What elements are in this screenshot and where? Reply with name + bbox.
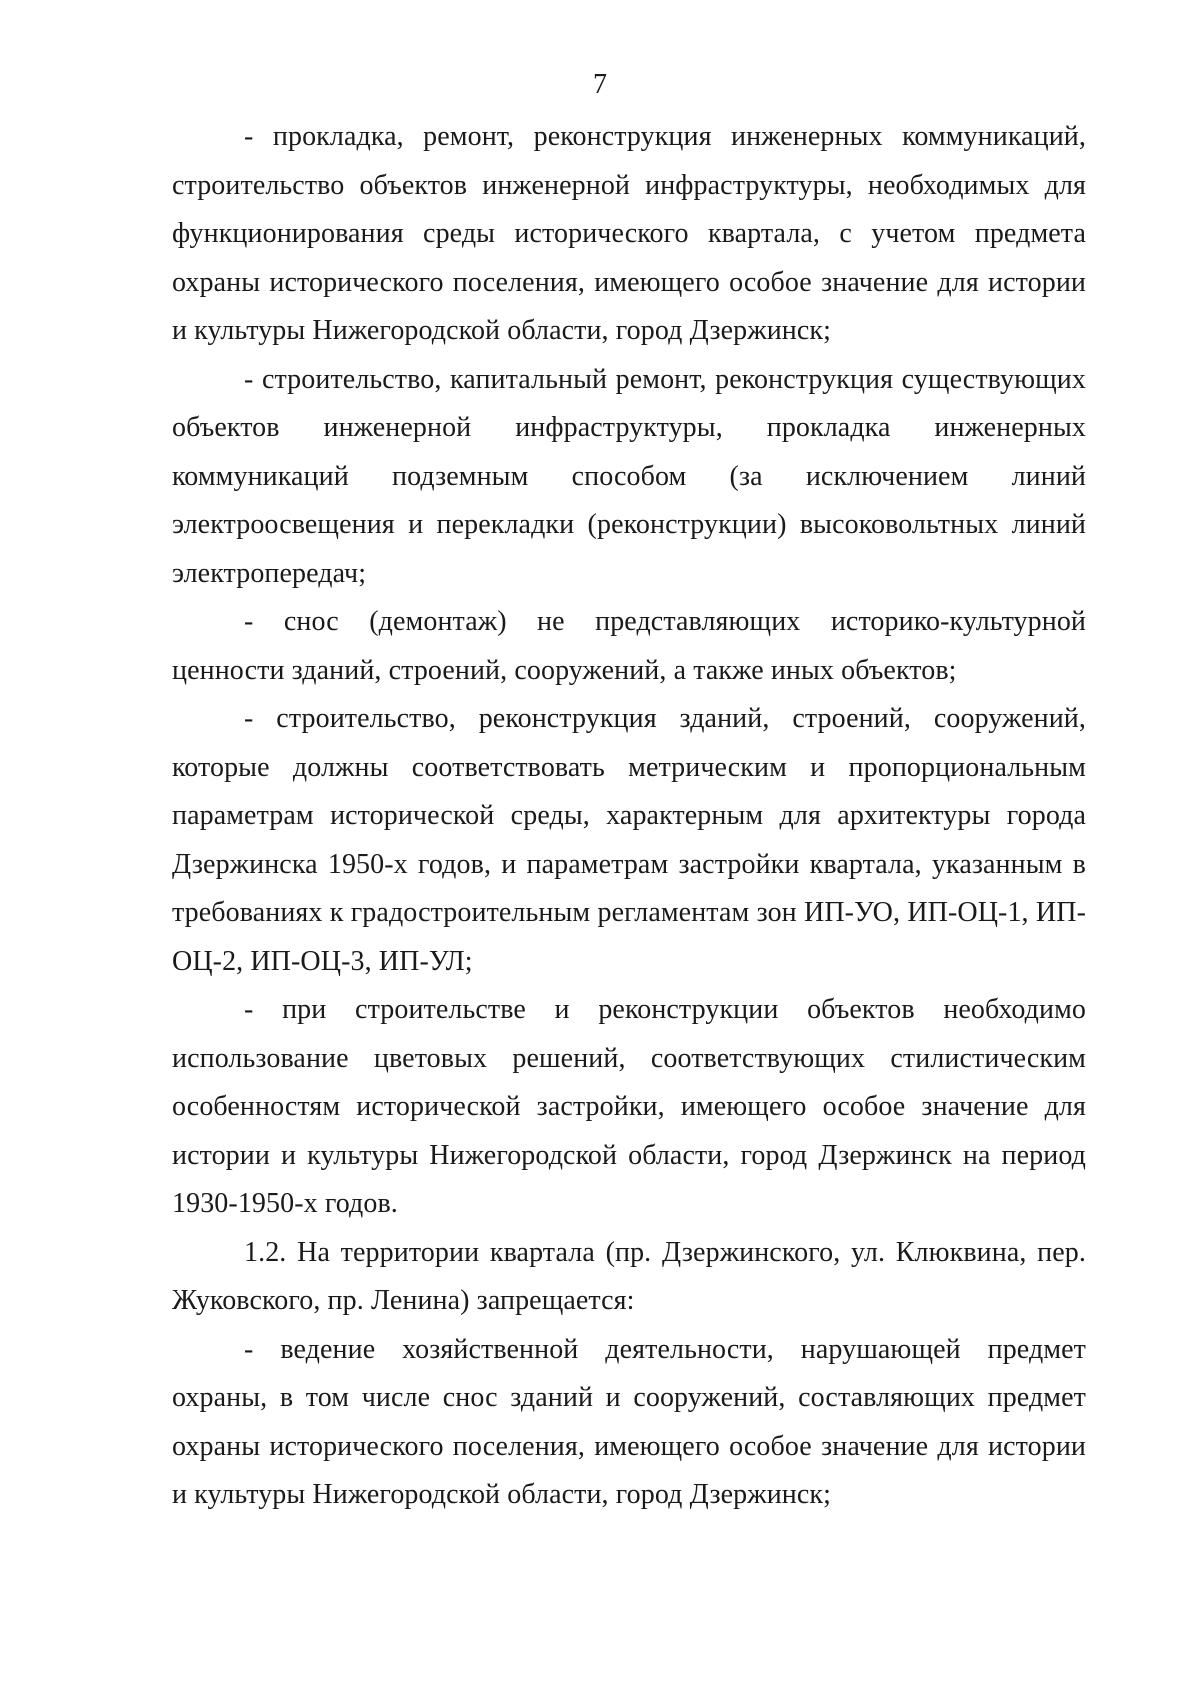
paragraph-demolition: - снос (демонтаж) не представляющих историко-культурной ценности зданий, строений, сооружений, а также иных объектов; <box>172 606 1086 686</box>
paragraph-infrastructure-works: - строительство, капитальный ремонт, реконструкция существующих объектов инженерной инфраструктуры, прокладка инженерных коммуникаций подземным способом (за исключением линий электроосвещения и перекладки (реконструкции) высоковольтных линий электропередач; <box>172 363 1086 589</box>
paragraph-prohibited-activity: - ведение хозяйственной деятельности, нарушающей предмет охраны, в том числе снос зданий и сооружений, составляющих предмет охраны исторического поселения, имеющего особое значение для истории и культуры Нижегородской области, город Дзержинск; <box>172 1333 1086 1510</box>
page-number: 7 <box>593 69 607 100</box>
paragraph-color-solutions: - при строительстве и реконструкции объектов необходимо использование цветовых решений, соответствующих стилистическим особенностям исторической застройки, имеющего особое значение для истории и культуры Нижегородской области, город Дзержинск на период 1930-1950-х годов. <box>172 994 1086 1219</box>
paragraph-section-1-2: 1.2. На территории квартала (пр. Дзержинского, ул. Клюквина, пер. Жуковского, пр. Ленина) запрещается: <box>172 1236 1086 1316</box>
document-body <box>172 113 1086 1520</box>
paragraph-utility-works: - прокладка, ремонт, реконструкция инженерных коммуникаций, строительство объектов инженерной инфраструктуры, необходимых для функционирования среды исторического квартала, с учетом предмета охраны исторического поселения, имеющего особое значение для истории и культуры Нижегородской области, город Дзержинск; <box>172 121 1086 346</box>
paragraph-construction-parameters: - строительство, реконструкция зданий, строений, сооружений, которые должны соответствовать метрическим и пропорциональным параметрам исторической среды, характерным для архитектуры города Дзержинска 1950-х годов, и параметрам застройки квартала, указанным в требованиях к градостроительным регламентам зон ИП-УО, ИП-ОЦ-1, ИП-ОЦ-2, ИП-ОЦ-3, ИП-УЛ; <box>172 703 1086 977</box>
